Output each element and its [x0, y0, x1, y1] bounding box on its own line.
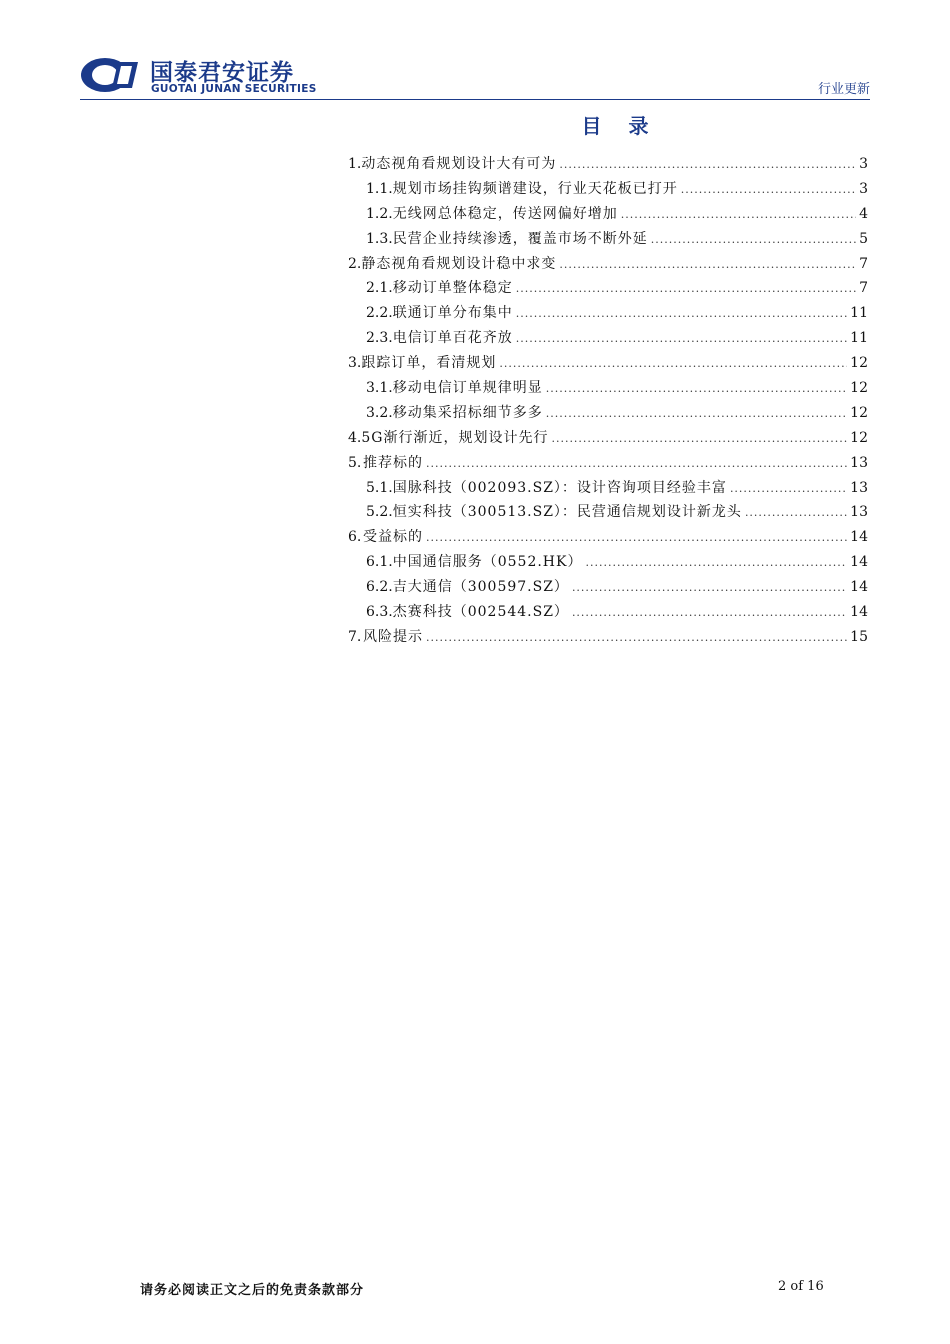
toc-entry-label: 移动订单整体稳定: [392, 280, 513, 297]
toc-entry-page: 11: [850, 330, 868, 347]
toc-entry[interactable]: [348, 426, 868, 451]
toc-entry-page: 5: [859, 230, 868, 247]
toc-dot-leader: [516, 302, 847, 327]
toc-entry[interactable]: [348, 550, 868, 575]
toc-entry[interactable]: [348, 152, 868, 177]
toc-dot-leader: [572, 576, 847, 601]
toc-entry-number: 1.2.: [366, 205, 393, 222]
toc-entry[interactable]: [348, 500, 868, 525]
toc-entry-label: 电信订单百花齐放: [392, 330, 513, 347]
toc-entry[interactable]: [348, 227, 868, 252]
toc-dot-leader: [681, 178, 856, 203]
toc-dot-leader: [730, 477, 847, 502]
toc-entry-page: 13: [850, 504, 868, 521]
toc-entry-page: 14: [850, 554, 868, 571]
toc-entry-label: 推荐标的: [362, 454, 423, 471]
toc-entry[interactable]: [348, 326, 868, 351]
toc-entry-number: 6.3.: [366, 604, 393, 621]
toc-dot-leader: [651, 228, 856, 253]
toc-entry-label: 无线网总体稳定，传送网偏好增加: [392, 205, 618, 222]
toc-entry-number: 3.1.: [366, 380, 393, 397]
toc-entry-label: 规划市场挂钩频谱建设，行业天花板已打开: [392, 180, 678, 197]
toc-entry-label: 国脉科技（002093.SZ）：设计咨询项目经验丰富: [392, 479, 727, 496]
toc-dot-leader: [426, 526, 847, 551]
toc-title: 目 录: [581, 114, 659, 138]
toc-entry-label: 动态视角看规划设计大有可为: [361, 156, 557, 172]
toc-entry-number: 6.: [348, 529, 362, 546]
toc-dot-leader: [516, 327, 847, 352]
toc-entry-label: 风险提示: [362, 628, 423, 645]
toc-entry-page: 7: [859, 280, 868, 297]
toc-entry-page: 12: [850, 355, 868, 372]
toc-dot-leader: [499, 352, 847, 377]
brand-name-cn: 国泰君安证券: [150, 60, 294, 86]
toc-dot-leader: [546, 402, 847, 427]
toc-entry-label: 吉大通信（300597.SZ）: [392, 579, 569, 596]
toc-entry-page: 14: [850, 604, 868, 621]
toc-entry-page: 14: [850, 579, 868, 596]
toc-entry-label: 民营企业持续渗透，覆盖市场不断外延: [392, 230, 648, 247]
report-type-tag: 行业更新: [817, 82, 870, 97]
toc-dot-leader: [426, 452, 847, 477]
toc-entry-label: 中国通信服务（0552.HK）: [392, 554, 583, 571]
toc-entry-page: 12: [850, 404, 868, 421]
toc-entry-page: 14: [850, 529, 868, 546]
toc-entry-page: 12: [850, 380, 868, 397]
toc-entry-number: 6.2.: [366, 579, 393, 596]
toc-entry-number: 7.: [348, 628, 362, 645]
toc-dot-leader: [426, 626, 847, 651]
toc-entry-page: 13: [850, 454, 868, 471]
footer-disclaimer: 请务必阅读正文之后的免责条款部分: [140, 1283, 365, 1298]
toc-entry[interactable]: [348, 351, 868, 376]
toc-entry-label: 恒实科技（300513.SZ）：民营通信规划设计新龙头: [392, 504, 742, 521]
toc-entry[interactable]: [348, 625, 868, 650]
toc-entry-label: 联通订单分布集中: [392, 305, 513, 322]
toc-entry[interactable]: [348, 525, 868, 550]
toc-entry[interactable]: [348, 401, 868, 426]
toc-entry-label: 移动集采招标细节多多: [392, 404, 543, 421]
toc-entry[interactable]: [348, 276, 868, 301]
toc-dot-leader: [585, 551, 847, 576]
toc-entry-page: 4: [859, 205, 868, 222]
guotai-junan-logo: [80, 56, 140, 94]
toc-entry-number: 2.1.: [366, 280, 393, 297]
toc-entry-page: 15: [850, 628, 868, 645]
toc-entry-page: 7: [859, 255, 868, 272]
toc-entry-page: 13: [850, 479, 868, 496]
toc-entry-number: 4.: [348, 429, 362, 446]
toc-dot-leader: [572, 601, 847, 626]
toc-entry-number: 3.2.: [366, 404, 393, 421]
page-header: [80, 52, 870, 100]
toc-entry-page: 3: [859, 180, 868, 197]
toc-entry[interactable]: [348, 202, 868, 227]
toc-entry-page: 12: [850, 429, 868, 446]
toc-entry-number: 3.: [348, 355, 362, 372]
toc-dot-leader: [621, 203, 856, 228]
toc-dot-leader: [551, 427, 847, 452]
toc-entry[interactable]: [348, 301, 868, 326]
toc-entry-number: 1.: [348, 156, 362, 172]
toc-entry-label: 5G渐行渐近，规划设计先行: [361, 429, 549, 446]
toc-entry-number: 5.: [348, 454, 362, 471]
toc-entry[interactable]: [348, 451, 868, 476]
toc-dot-leader: [559, 253, 856, 278]
toc-entry[interactable]: [348, 575, 868, 600]
toc-entry-label: 受益标的: [362, 529, 423, 546]
toc-dot-leader: [559, 153, 856, 178]
toc-entry-number: 1.3.: [366, 230, 393, 247]
toc-dot-leader: [546, 377, 847, 402]
toc-entry-number: 2.2.: [366, 305, 393, 322]
toc-entry-page: 11: [850, 305, 868, 322]
toc-entry-label: 移动电信订单规律明显: [392, 380, 543, 397]
header-divider: [80, 99, 870, 100]
toc-dot-leader: [516, 277, 856, 302]
toc-entry-label: 杰赛科技（002544.SZ）: [392, 604, 569, 621]
toc-entry-number: 5.1.: [366, 479, 393, 496]
toc-dot-leader: [745, 501, 847, 526]
toc-entry-label: 跟踪订单，看清规划: [361, 355, 497, 372]
toc-entry[interactable]: [348, 252, 868, 277]
toc-entry-number: 1.1.: [366, 180, 393, 197]
toc-entry-number: 2.3.: [366, 330, 393, 347]
toc-entry-number: 6.1.: [366, 554, 393, 571]
toc-entry[interactable]: [348, 476, 868, 501]
page-number: 2 of 16: [778, 1279, 824, 1294]
table-of-contents: [348, 152, 868, 650]
toc-entry-label: 静态视角看规划设计稳中求变: [361, 255, 557, 272]
toc-entry[interactable]: [348, 600, 868, 625]
toc-entry-page: 3: [859, 156, 868, 172]
toc-entry-number: 2.: [348, 255, 362, 272]
toc-entry[interactable]: [348, 376, 868, 401]
toc-entry[interactable]: [348, 177, 868, 202]
toc-entry-number: 5.2.: [366, 504, 393, 521]
brand-name-en: GUOTAI JUNAN SECURITIES: [151, 83, 317, 95]
